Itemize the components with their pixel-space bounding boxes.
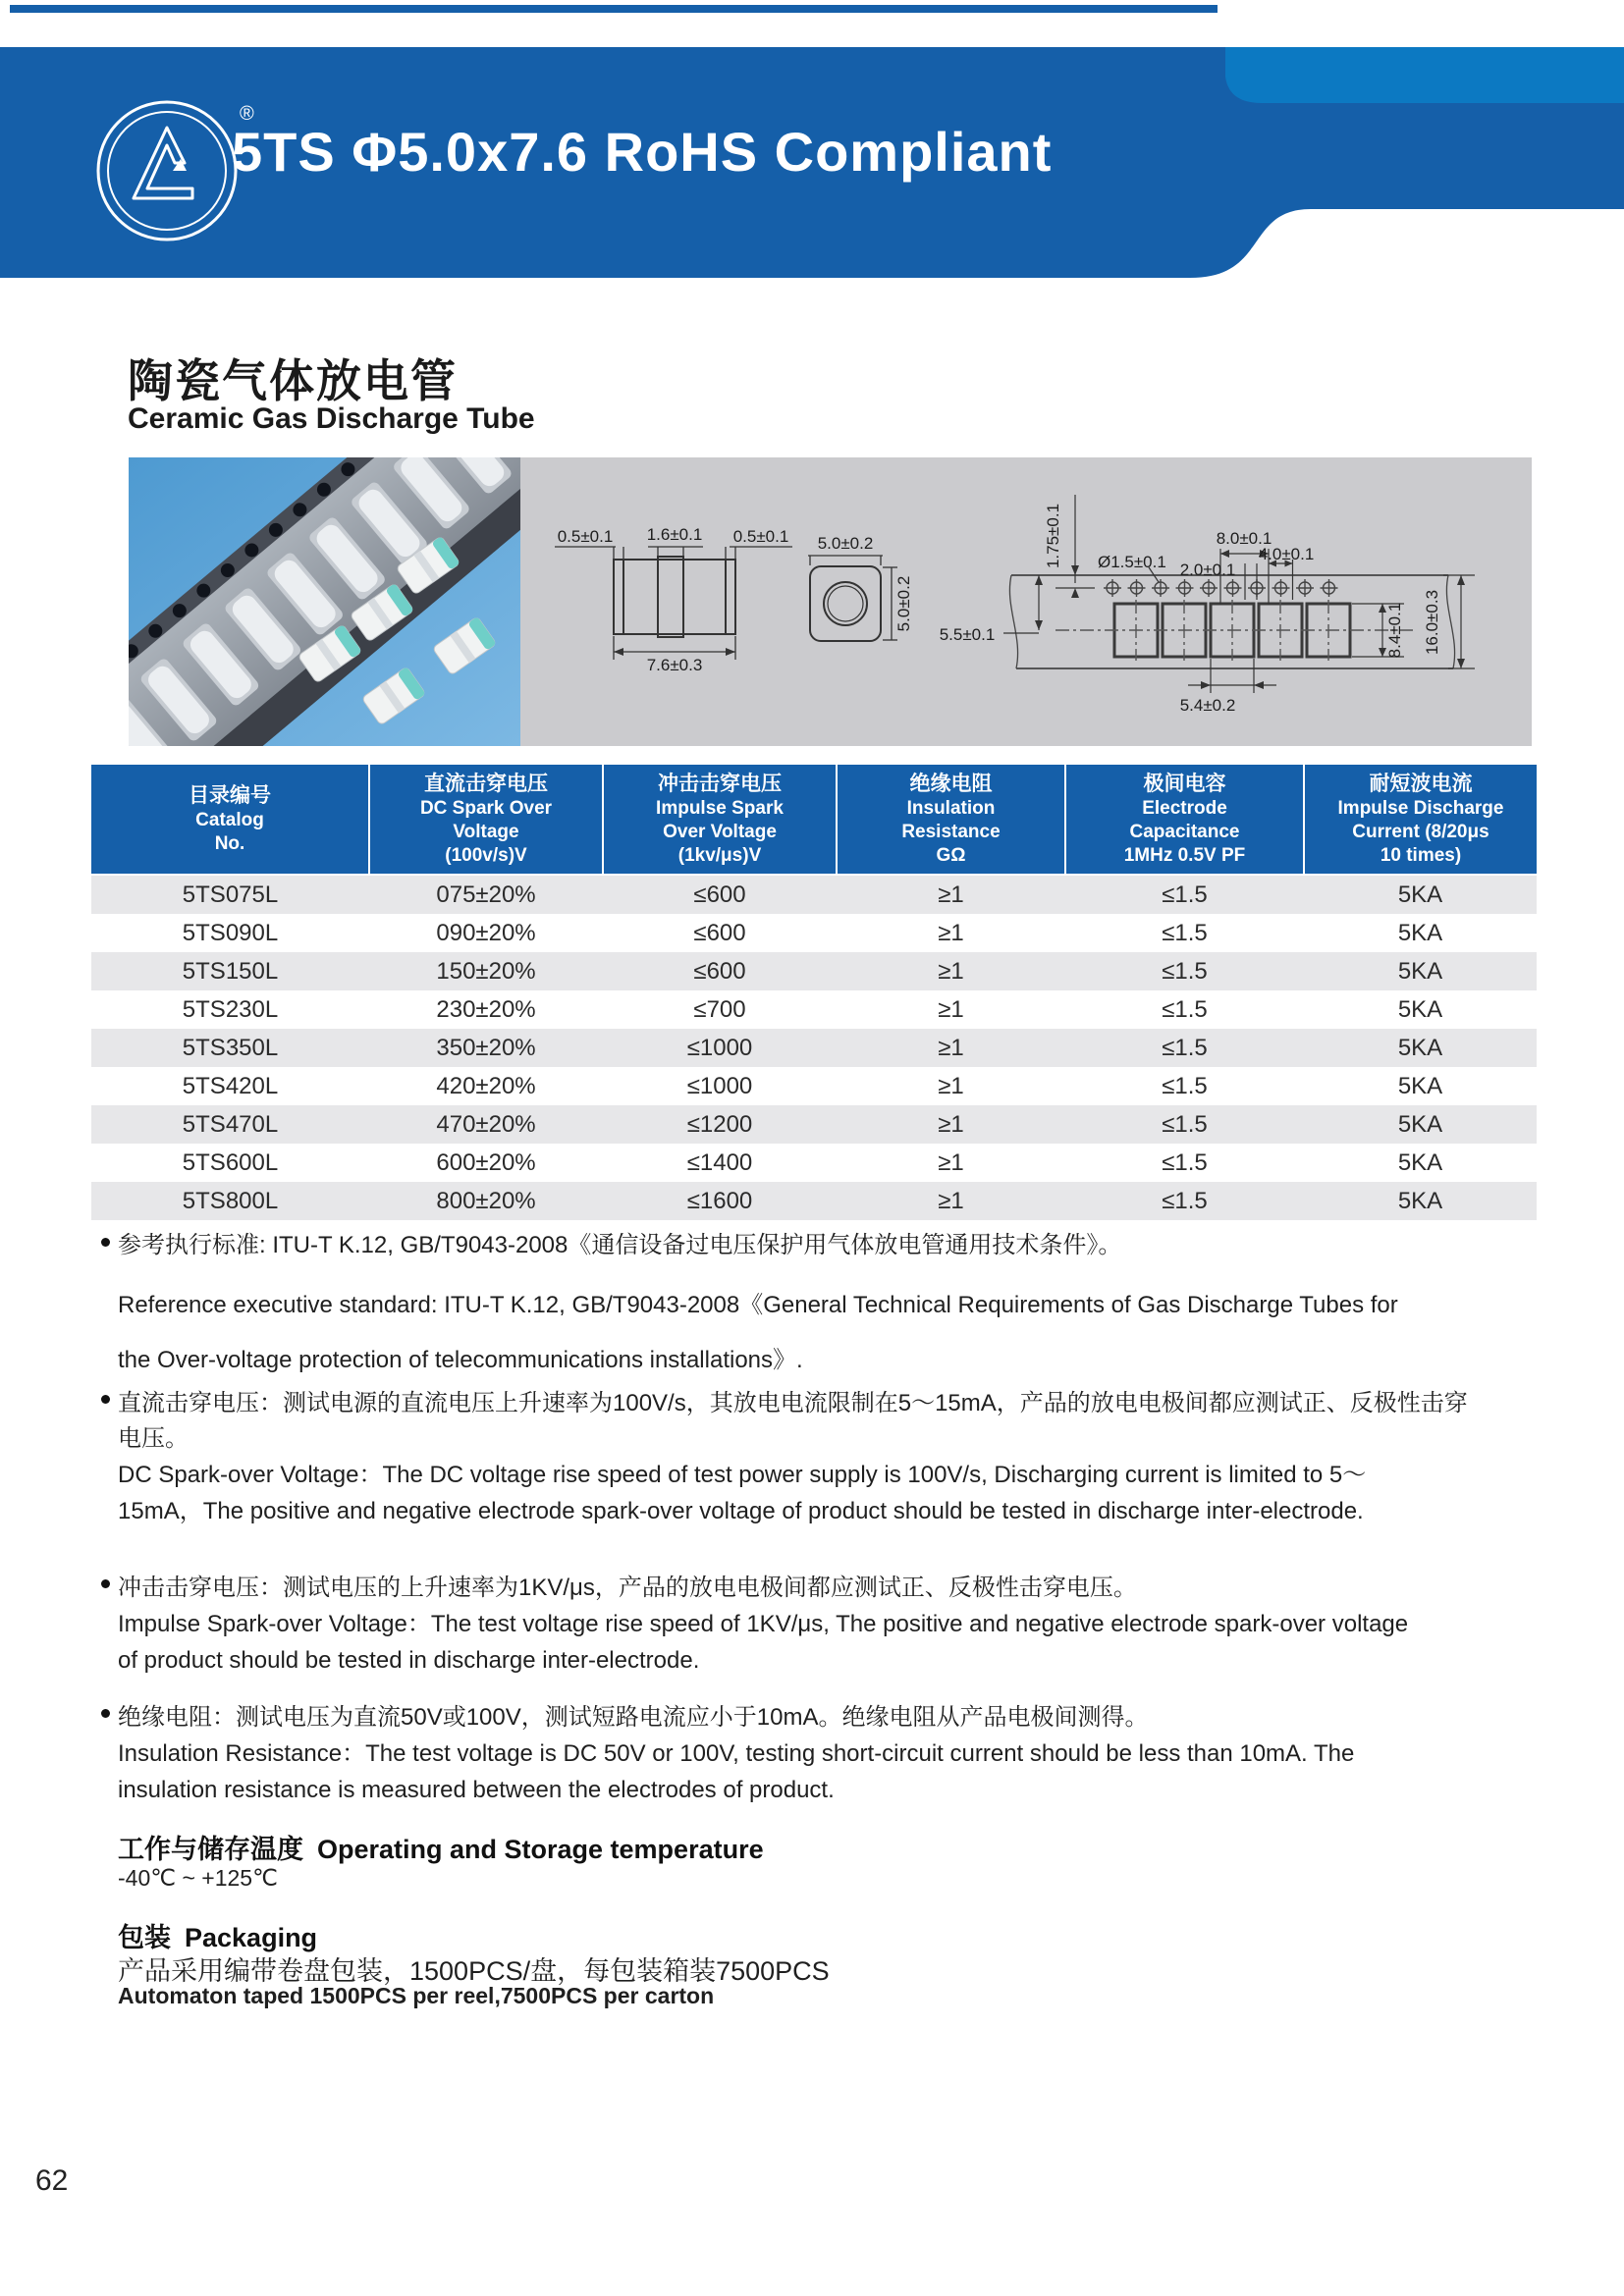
cell: 5TS090L bbox=[91, 914, 369, 952]
cell: ≤1.5 bbox=[1065, 1144, 1304, 1182]
cell: ≤1.5 bbox=[1065, 990, 1304, 1029]
temperature-range: -40℃ ~ +125℃ bbox=[118, 1865, 278, 1891]
dim-side-total: 7.6±0.3 bbox=[646, 656, 703, 674]
dim-side-center: 1.6±0.1 bbox=[646, 525, 703, 544]
packaging-heading-en: Packaging bbox=[185, 1923, 318, 1952]
temperature-heading bbox=[118, 1828, 764, 1866]
cell: 420±20% bbox=[369, 1067, 603, 1105]
cell: 5KA bbox=[1304, 1029, 1537, 1067]
dim-tape-pocket-height: 8.4±0.1 bbox=[1385, 602, 1404, 659]
cell: ≤600 bbox=[603, 914, 837, 952]
cell: ≥1 bbox=[837, 875, 1065, 914]
bullet-icon bbox=[101, 1709, 110, 1718]
spec-table bbox=[91, 765, 1537, 1220]
cell: 5KA bbox=[1304, 990, 1537, 1029]
cell: ≥1 bbox=[837, 1067, 1065, 1105]
dim-tape-hole-offset: 1.75±0.1 bbox=[1044, 503, 1062, 569]
table-row bbox=[91, 952, 1537, 990]
cell: 5TS350L bbox=[91, 1029, 369, 1067]
cell: 5KA bbox=[1304, 1182, 1537, 1220]
dim-tape-center-offset: 5.5±0.1 bbox=[939, 625, 996, 644]
note-zh: 绝缘电阻：测试电压为直流50V或100V，测试短路电流应小于10mA。绝缘电阻从产品电极间测得。 bbox=[118, 1704, 1149, 1731]
cell: ≤600 bbox=[603, 952, 837, 990]
col-header-insulation: 绝缘电阻 Insulation Resistance GΩ bbox=[837, 765, 1065, 875]
dim-tape-width: 16.0±0.3 bbox=[1423, 589, 1441, 656]
packaging-line-en: Automaton taped 1500PCS per reel,7500PCS per carton bbox=[118, 1983, 715, 2008]
cell: ≤1.5 bbox=[1065, 1105, 1304, 1144]
cell: ≤1.5 bbox=[1065, 952, 1304, 990]
table-row bbox=[91, 875, 1537, 914]
cell: 075±20% bbox=[369, 875, 603, 914]
note-reference-standard bbox=[101, 1229, 1488, 1388]
cell: 5KA bbox=[1304, 1144, 1537, 1182]
cell: 5KA bbox=[1304, 1067, 1537, 1105]
cell: 5TS420L bbox=[91, 1067, 369, 1105]
bullet-icon bbox=[101, 1579, 110, 1588]
logo-triangle-mark bbox=[134, 128, 192, 198]
cell: ≥1 bbox=[837, 1029, 1065, 1067]
note-insulation-resistance bbox=[101, 1700, 1488, 1808]
registered-mark: ® bbox=[240, 103, 254, 125]
dim-tape-hole-to-pocket: 2.0±0.1 bbox=[1179, 561, 1236, 579]
product-photo bbox=[129, 457, 520, 746]
spec-table-header-row bbox=[91, 765, 1537, 875]
cell: 5TS150L bbox=[91, 952, 369, 990]
cell: ≤1000 bbox=[603, 1029, 837, 1067]
table-row bbox=[91, 1144, 1537, 1182]
col-header-impulse-spark: 冲击击穿电压 Impulse Spark Over Voltage (1kv/μs)V bbox=[603, 765, 837, 875]
section-title-en: Ceramic Gas Discharge Tube bbox=[128, 402, 535, 435]
dim-side-right: 0.5±0.1 bbox=[732, 527, 789, 546]
cell: 5KA bbox=[1304, 875, 1537, 914]
table-row bbox=[91, 1029, 1537, 1067]
note-en: DC Spark-over Voltage：The DC voltage rise speed of test power supply is 100V/s, Discharging current is limited to 5～15mA，The positive and negative electrode spark-over voltage of product should be tested in discharge inter-electrode. bbox=[118, 1462, 1367, 1524]
cell: 150±20% bbox=[369, 952, 603, 990]
cell: 5KA bbox=[1304, 952, 1537, 990]
cell: 5TS230L bbox=[91, 990, 369, 1029]
cell: 5TS075L bbox=[91, 875, 369, 914]
cell: 470±20% bbox=[369, 1105, 603, 1144]
cell: ≥1 bbox=[837, 914, 1065, 952]
dim-end-width: 5.0±0.2 bbox=[817, 534, 874, 553]
note-en: Reference executive standard: ITU-T K.12, GB/T9043-2008《General Technical Requirements of Gas Discharge Tubes for the Over-voltage protection of telecommunications installations》. bbox=[118, 1292, 1398, 1373]
logo-outer-circle bbox=[98, 102, 236, 240]
cell: ≥1 bbox=[837, 1105, 1065, 1144]
table-row bbox=[91, 1182, 1537, 1220]
section-title-zh: 陶瓷气体放电管 bbox=[128, 355, 458, 406]
dimension-drawings-panel bbox=[520, 457, 1532, 746]
cell: 600±20% bbox=[369, 1144, 603, 1182]
table-row bbox=[91, 990, 1537, 1029]
cell: 5TS600L bbox=[91, 1144, 369, 1182]
page-title: 5TS Φ5.0x7.6 RoHS Compliant bbox=[232, 121, 1053, 183]
col-header-capacitance: 极间电容 Electrode Capacitance 1MHz 0.5V PF bbox=[1065, 765, 1304, 875]
cell: 5KA bbox=[1304, 1105, 1537, 1144]
dim-tape-pocket-width: 5.4±0.2 bbox=[1179, 696, 1236, 715]
cell: ≤1400 bbox=[603, 1144, 837, 1182]
page-number: 62 bbox=[35, 2164, 69, 2197]
dim-end-height: 5.0±0.2 bbox=[894, 575, 913, 632]
cell: ≤1.5 bbox=[1065, 1067, 1304, 1105]
cell: 230±20% bbox=[369, 990, 603, 1029]
header-light-strip bbox=[1225, 47, 1624, 103]
cell: ≤1.5 bbox=[1065, 1182, 1304, 1220]
header-top-strip bbox=[10, 5, 1218, 13]
note-zh: 冲击击穿电压：测试电压的上升速率为1KV/μs，产品的放电电极间都应测试正、反极性击穿电压。 bbox=[118, 1575, 1137, 1601]
cell: ≤700 bbox=[603, 990, 837, 1029]
cell: 5TS470L bbox=[91, 1105, 369, 1144]
cell: ≤1.5 bbox=[1065, 1029, 1304, 1067]
table-row bbox=[91, 1105, 1537, 1144]
bullet-icon bbox=[101, 1238, 110, 1247]
note-en: Insulation Resistance：The test voltage is DC 50V or 100V, testing short-circuit current should be less than 10mA. The insulation resistance is measured between the electrodes of product. bbox=[118, 1740, 1355, 1803]
table-row bbox=[91, 1067, 1537, 1105]
cell: ≤1000 bbox=[603, 1067, 837, 1105]
panel-background bbox=[520, 457, 1532, 746]
temperature-heading-en: Operating and Storage temperature bbox=[317, 1835, 764, 1864]
dim-tape-pocket-pitch: 8.0±0.1 bbox=[1216, 529, 1272, 548]
col-header-catalog: 目录编号 Catalog No. bbox=[91, 765, 369, 875]
dim-tape-hole-pitch: 4.0±0.1 bbox=[1258, 545, 1315, 563]
cell: 090±20% bbox=[369, 914, 603, 952]
packaging-line-zh: 产品采用编带卷盘包装，1500PCS/盘，每包装箱装7500PCS bbox=[118, 1956, 830, 1986]
col-header-discharge-current: 耐短波电流 Impulse Discharge Current (8/20μs 10 times) bbox=[1304, 765, 1537, 875]
cell: 5TS800L bbox=[91, 1182, 369, 1220]
cell: ≥1 bbox=[837, 1182, 1065, 1220]
note-en: Impulse Spark-over Voltage：The test voltage rise speed of 1KV/μs, The positive and negative electrode spark-over voltage of product should be tested in discharge inter-electrode. bbox=[118, 1611, 1409, 1674]
cell: ≤1.5 bbox=[1065, 875, 1304, 914]
cell: ≤1.5 bbox=[1065, 914, 1304, 952]
cell: ≥1 bbox=[837, 1144, 1065, 1182]
cell: 5KA bbox=[1304, 914, 1537, 952]
table-row bbox=[91, 914, 1537, 952]
packaging-heading-zh: 包装 bbox=[118, 1923, 171, 1952]
col-header-dc-spark: 直流击穿电压 DC Spark Over Voltage (100v/s)V bbox=[369, 765, 603, 875]
note-impulse-spark-over bbox=[101, 1571, 1488, 1679]
cell: 800±20% bbox=[369, 1182, 603, 1220]
dim-tape-hole-dia: Ø1.5±0.1 bbox=[1098, 553, 1166, 571]
note-zh: 直流击穿电压：测试电源的直流电压上升速率为100V/s，其放电电流限制在5～15mA，产品的放电电极间都应测试正、反极性击穿电压。 bbox=[118, 1390, 1468, 1452]
temperature-heading-zh: 工作与储存温度 bbox=[118, 1835, 303, 1864]
cell: ≤600 bbox=[603, 875, 837, 914]
cell: ≤1200 bbox=[603, 1105, 837, 1144]
cell: ≥1 bbox=[837, 990, 1065, 1029]
cell: ≤1600 bbox=[603, 1182, 837, 1220]
dim-side-left: 0.5±0.1 bbox=[557, 527, 614, 546]
bullet-icon bbox=[101, 1395, 110, 1404]
note-zh: 参考执行标准: ITU-T K.12, GB/T9043-2008《通信设备过电压保护用气体放电管通用技术条件》。 bbox=[118, 1232, 1122, 1258]
cell: ≥1 bbox=[837, 952, 1065, 990]
note-dc-spark-over bbox=[101, 1386, 1488, 1529]
cell: 350±20% bbox=[369, 1029, 603, 1067]
